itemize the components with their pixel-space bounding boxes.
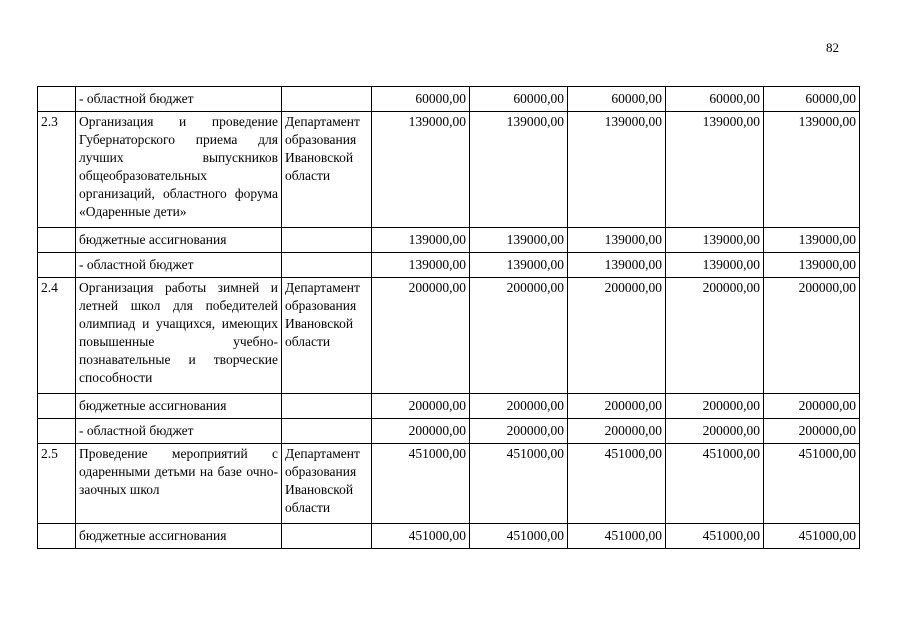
row-value: 451000,00 <box>568 524 666 549</box>
row-department <box>282 228 372 253</box>
row-number: 2.5 <box>38 444 76 524</box>
row-value: 139000,00 <box>666 228 764 253</box>
row-value: 200000,00 <box>666 419 764 444</box>
table-row <box>38 524 860 549</box>
table-row <box>38 253 860 278</box>
budget-table <box>37 86 860 549</box>
row-description: бюджетные ассигнования <box>76 228 282 253</box>
page-number: 82 <box>826 40 839 55</box>
row-value: 139000,00 <box>372 253 470 278</box>
row-value: 139000,00 <box>666 253 764 278</box>
row-value: 200000,00 <box>764 394 860 419</box>
row-value: 451000,00 <box>764 444 860 524</box>
row-value: 451000,00 <box>372 524 470 549</box>
row-value: 139000,00 <box>372 228 470 253</box>
row-value: 200000,00 <box>470 278 568 394</box>
row-description: Проведение мероприятий с одаренными детьми на базе очно-заочных школ <box>76 444 282 524</box>
row-number <box>38 253 76 278</box>
row-value: 139000,00 <box>568 112 666 228</box>
row-value: 200000,00 <box>568 419 666 444</box>
row-department <box>282 419 372 444</box>
row-value: 60000,00 <box>470 87 568 112</box>
row-value: 60000,00 <box>568 87 666 112</box>
row-value: 451000,00 <box>666 524 764 549</box>
table-row <box>38 419 860 444</box>
row-value: 200000,00 <box>764 419 860 444</box>
row-value: 451000,00 <box>470 524 568 549</box>
row-value: 139000,00 <box>764 253 860 278</box>
row-value: 451000,00 <box>568 444 666 524</box>
row-value: 139000,00 <box>470 112 568 228</box>
row-value: 451000,00 <box>372 444 470 524</box>
row-value: 139000,00 <box>470 253 568 278</box>
row-value: 200000,00 <box>764 278 860 394</box>
row-value: 139000,00 <box>764 112 860 228</box>
row-department: Департамент образования Ивановской области <box>282 278 372 394</box>
row-department <box>282 87 372 112</box>
row-value: 139000,00 <box>372 112 470 228</box>
row-description: бюджетные ассигнования <box>76 524 282 549</box>
row-value: 200000,00 <box>470 419 568 444</box>
row-description: - областной бюджет <box>76 419 282 444</box>
row-value: 200000,00 <box>372 394 470 419</box>
row-department <box>282 394 372 419</box>
row-value: 451000,00 <box>764 524 860 549</box>
row-value: 139000,00 <box>666 112 764 228</box>
table-row <box>38 394 860 419</box>
row-department: Департамент образования Ивановской области <box>282 444 372 524</box>
row-description: - областной бюджет <box>76 87 282 112</box>
row-value: 451000,00 <box>470 444 568 524</box>
row-description: - областной бюджет <box>76 253 282 278</box>
row-value: 451000,00 <box>666 444 764 524</box>
table-row <box>38 444 860 524</box>
row-value: 139000,00 <box>470 228 568 253</box>
row-department <box>282 253 372 278</box>
row-number: 2.3 <box>38 112 76 228</box>
row-description: бюджетные ассигнования <box>76 394 282 419</box>
row-value: 200000,00 <box>666 278 764 394</box>
row-number: 2.4 <box>38 278 76 394</box>
table-row <box>38 228 860 253</box>
row-value: 60000,00 <box>372 87 470 112</box>
table-row <box>38 278 860 394</box>
row-number <box>38 228 76 253</box>
row-number <box>38 419 76 444</box>
row-value: 200000,00 <box>666 394 764 419</box>
row-number <box>38 87 76 112</box>
row-value: 60000,00 <box>666 87 764 112</box>
row-value: 60000,00 <box>764 87 860 112</box>
table-row <box>38 112 860 228</box>
row-department: Департамент образования Ивановской области <box>282 112 372 228</box>
row-value: 200000,00 <box>372 419 470 444</box>
row-description: Организация работы зимней и летней школ для победителей олимпиад и учащихся, имеющих повышенные учебно-познавательные и творческие способности <box>76 278 282 394</box>
row-value: 139000,00 <box>764 228 860 253</box>
row-value: 139000,00 <box>568 253 666 278</box>
row-value: 200000,00 <box>372 278 470 394</box>
row-value: 200000,00 <box>568 394 666 419</box>
row-value: 139000,00 <box>568 228 666 253</box>
row-value: 200000,00 <box>470 394 568 419</box>
row-number <box>38 394 76 419</box>
row-description: Организация и проведение Губернаторского приема для лучших выпускников общеобразовательных организаций, областного форума «Одаренные дети» <box>76 112 282 228</box>
table-row <box>38 87 860 112</box>
row-department <box>282 524 372 549</box>
row-number <box>38 524 76 549</box>
row-value: 200000,00 <box>568 278 666 394</box>
